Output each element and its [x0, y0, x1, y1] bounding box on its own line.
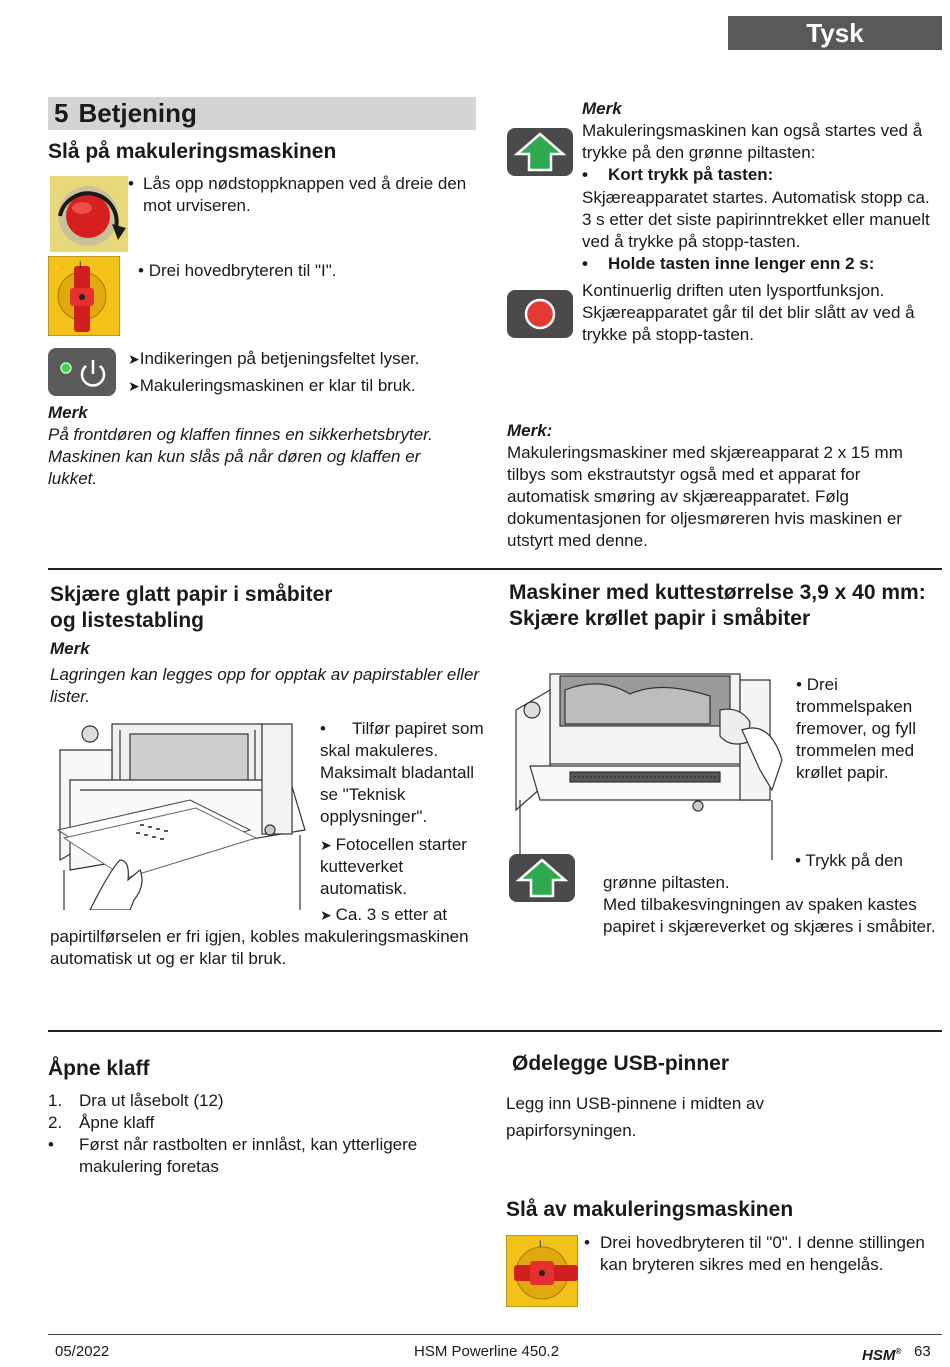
svg-text:⚡: ⚡: [52, 263, 62, 272]
shredder-drum-illustration: [510, 670, 790, 860]
list-item: • Først når rastbolten er innlåst, kan ytterligere makulering foretas: [48, 1135, 418, 1176]
start-note-text: På frontdøren og klaffen finnes en sikkerhetsbryter. Maskinen kan kun slås på når døren og klaffen er lukket.: [48, 425, 433, 488]
green-arrow-key-icon-2: [509, 854, 575, 902]
start-note-label: Merk: [48, 403, 88, 422]
chapter-heading: [48, 97, 476, 130]
oil-note-label: Merk:: [507, 421, 553, 440]
flat-paper-result-photocell: ➤ Fotocellen starter kutteverket automatisk.: [320, 835, 467, 898]
shredder-flat-paper-illustration: [50, 720, 315, 910]
usb-text: Legg inn USB-pinnene i midten av papirforsyningen.: [506, 1094, 764, 1140]
chapter-title: Betjening: [78, 98, 197, 128]
right-note-label: Merk: [582, 99, 622, 118]
oil-note-text: Makuleringsmaskiner med skjæreapparat 2 x 15 mm tilbys som ekstrautstyr også med et apparat for automatisk smøring av skjæreapparatet. Følg dokumentasjonen for oljesmøreren hvis maskinen er utstyrt med denne.: [507, 443, 903, 550]
start-heading: Slå på makuleringsmaskinen: [48, 140, 337, 163]
usb-heading: Ødelegge USB-pinner: [512, 1052, 730, 1075]
chapter-number: 5: [54, 98, 69, 128]
list-item: 1. Dra ut låsebolt (12): [48, 1091, 224, 1110]
long-press-label: • Holde tasten inne lenger enn 2 s:: [582, 254, 875, 273]
start-step-2: • Drei hovedbryteren til "I".: [138, 261, 337, 280]
flat-paper-step-feed: • Tilfør papiret som skal makuleres. Maksimalt bladantall se "Teknisk opplysninger".: [320, 719, 484, 826]
short-press-label: • Kort trykk på tasten:: [582, 165, 774, 184]
main-switch-on-icon: [48, 256, 120, 336]
svg-text:I: I: [539, 1239, 542, 1249]
flat-paper-result-stop: ➤ Ca. 3 s etter at papirtilførselen er fri igjen, kobles makuleringsmaskinen automatisk ut og er klar til bruk.: [50, 905, 469, 968]
section-divider: [48, 568, 942, 570]
power-indicator-icon: [48, 348, 116, 396]
long-press-text: Kontinuerlig driften uten lysportfunksjon. Skjæreapparatet går til det blir slått av ved å trykke på stopp-tasten.: [582, 281, 915, 344]
flat-paper-note-text: Lagringen kan legges opp for opptak av papirstabler eller lister.: [50, 665, 480, 706]
start-result-1: ➤Indikeringen på betjeningsfeltet lyser.: [128, 349, 420, 368]
main-switch-off-icon: [506, 1235, 578, 1307]
crumpled-step-result: Med tilbakesvingningen av spaken kastes papiret i skjæreverket og skjæres i småbiter.: [603, 895, 936, 936]
flat-paper-heading: Skjære glatt papir i småbiter og listestabling: [50, 583, 333, 632]
open-flap-list: [48, 1090, 468, 1178]
green-arrow-key-icon: [507, 128, 573, 176]
start-step-1: • Lås opp nødstoppknappen ved å dreie den mot urviseren.: [128, 174, 467, 215]
svg-text:I: I: [79, 260, 82, 270]
list-item: 2. Åpne klaff: [48, 1113, 155, 1132]
switch-off-heading: Slå av makuleringsmaskinen: [506, 1198, 794, 1221]
flat-paper-note-label: Merk: [50, 639, 90, 658]
red-stop-key-icon: [507, 290, 573, 338]
hsm-logo: HSM®: [862, 1347, 902, 1364]
crumpled-step-drum: • Drei trommelspaken fremover, og fyll trommelen med krøllet papir.: [796, 675, 916, 782]
language-tab: Tysk: [728, 16, 942, 50]
switch-off-step: • Drei hovedbryteren til "0". I denne stillingen kan bryteren sikres med en hengelås.: [584, 1233, 925, 1274]
crumpled-step-press: • Trykk på den grønne piltasten.: [603, 851, 904, 892]
page-number: 63: [914, 1343, 931, 1360]
emergency-stop-icon: [50, 176, 128, 252]
crumpled-paper-heading: Maskiner med kuttestørrelse 3,9 x 40 mm: Skjære krøllet papir i småbiter: [509, 581, 926, 630]
open-flap-heading: Åpne klaff: [48, 1057, 150, 1080]
footer-product: HSM Powerline 450.2: [414, 1343, 560, 1360]
footer-rule: [48, 1334, 942, 1335]
section-divider-2: [48, 1030, 942, 1032]
right-note-intro: Makuleringsmaskinen kan også startes ved å trykke på den grønne piltasten:: [582, 121, 923, 162]
footer-date: 05/2022: [55, 1343, 110, 1360]
start-result-2: ➤Makuleringsmaskinen er klar til bruk.: [128, 376, 416, 395]
short-press-text: Skjæreapparatet startes. Automatisk stopp ca. 3 s etter det siste papirinntrekket eller manuelt ved å trykke på stopp-tasten.: [582, 188, 930, 251]
